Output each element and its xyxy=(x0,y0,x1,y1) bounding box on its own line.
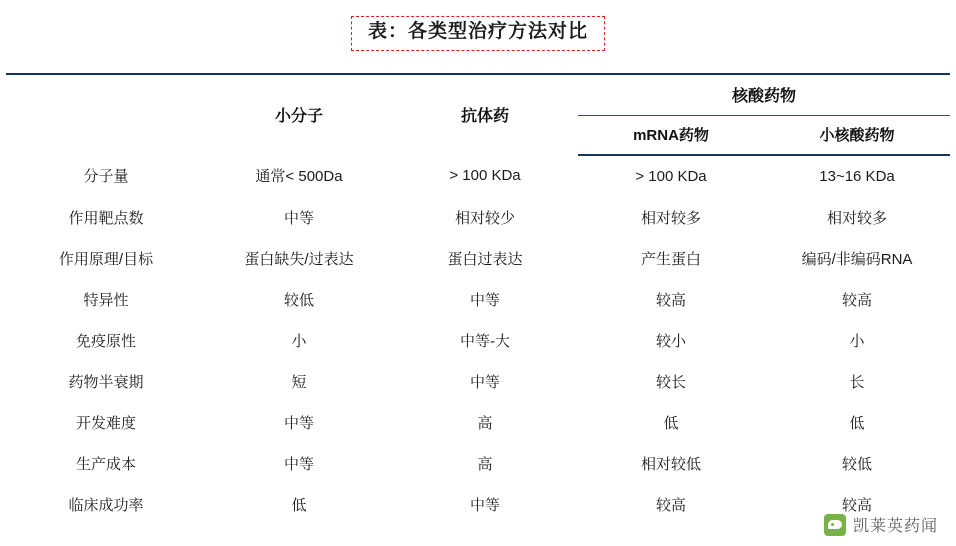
cell-antibody: > 100 KDa xyxy=(449,167,521,185)
cell-mrna: > 100 KDa xyxy=(635,167,707,185)
table-row xyxy=(6,402,950,443)
cell-small-molecule: 中等 xyxy=(283,209,314,227)
row-label: 作用原理/目标 xyxy=(58,250,154,268)
cell-small-molecule: 中等 xyxy=(283,455,314,473)
table-row xyxy=(6,197,950,238)
cell-antibody: 高 xyxy=(477,414,493,432)
table-row xyxy=(6,320,950,361)
cell-small-molecule: 低 xyxy=(291,496,307,514)
cell-sirna: 13~16 KDa xyxy=(819,167,895,185)
cell-antibody: 相对较少 xyxy=(454,209,515,227)
table-header-row-group xyxy=(6,74,950,116)
cell-antibody: 高 xyxy=(477,455,493,473)
cell-antibody: 中等 xyxy=(469,373,500,391)
header-cell-small-molecule: 小分子 xyxy=(206,74,392,155)
comparison-table xyxy=(6,73,950,525)
cell-antibody: 蛋白过表达 xyxy=(447,250,523,268)
cell-mrna: 低 xyxy=(663,414,679,432)
cell-sirna: 小 xyxy=(849,332,865,350)
cell-small-molecule: 中等 xyxy=(283,414,314,432)
cell-small-molecule: 通常< 500Da xyxy=(255,168,343,186)
cell-sirna: 较低 xyxy=(842,455,873,473)
cell-sirna: 相对较多 xyxy=(827,209,888,227)
row-label: 特异性 xyxy=(83,291,129,309)
row-label: 临床成功率 xyxy=(68,496,144,514)
table-row xyxy=(6,361,950,402)
table-row xyxy=(6,443,950,484)
header-cell-nucleic-group: 核酸药物 xyxy=(578,74,950,116)
title-area xyxy=(0,0,956,51)
row-label: 分子量 xyxy=(83,168,129,186)
cell-sirna: 长 xyxy=(849,373,865,391)
cell-sirna: 较高 xyxy=(842,496,873,514)
header-cell-sirna: 小核酸药物 xyxy=(764,115,950,155)
cell-mrna: 较小 xyxy=(655,332,686,350)
cell-sirna: 编码/非编码RNA xyxy=(801,250,913,268)
table-row xyxy=(6,238,950,279)
cell-antibody: 中等 xyxy=(469,291,500,309)
leaf-logo-icon xyxy=(824,514,846,536)
cell-mrna: 较高 xyxy=(655,291,686,309)
header-cell-antibody: 抗体药 xyxy=(392,74,578,155)
cell-sirna: 较高 xyxy=(842,291,873,309)
row-label: 作用靶点数 xyxy=(68,209,144,227)
brand-name: 凯莱英药闻 xyxy=(852,518,938,535)
cell-small-molecule: 短 xyxy=(291,373,307,391)
brand-watermark xyxy=(824,513,938,536)
cell-sirna: 低 xyxy=(849,414,865,432)
page-title: 表：各类型治疗方法对比 xyxy=(351,16,605,51)
table-row xyxy=(6,155,950,197)
cell-mrna: 相对较多 xyxy=(640,209,701,227)
table-row xyxy=(6,484,950,525)
cell-small-molecule: 小 xyxy=(291,332,307,350)
row-label: 开发难度 xyxy=(75,414,136,432)
table-row xyxy=(6,279,950,320)
header-cell-mrna: mRNA药物 xyxy=(578,115,764,155)
row-label: 生产成本 xyxy=(75,455,136,473)
comparison-table-wrapper xyxy=(6,73,950,525)
row-label: 免疫原性 xyxy=(75,332,136,350)
cell-mrna: 产生蛋白 xyxy=(640,250,701,268)
table-body xyxy=(6,155,950,525)
table-head xyxy=(6,74,950,155)
header-cell-rowlabel xyxy=(6,74,206,155)
row-label: 药物半衰期 xyxy=(68,373,144,391)
cell-mrna: 较长 xyxy=(655,373,686,391)
cell-small-molecule: 较低 xyxy=(283,291,314,309)
cell-mrna: 较高 xyxy=(655,496,686,514)
cell-mrna: 相对较低 xyxy=(640,455,701,473)
cell-antibody: 中等 xyxy=(469,496,500,514)
cell-antibody: 中等-大 xyxy=(460,332,510,350)
cell-small-molecule: 蛋白缺失/过表达 xyxy=(244,250,354,268)
